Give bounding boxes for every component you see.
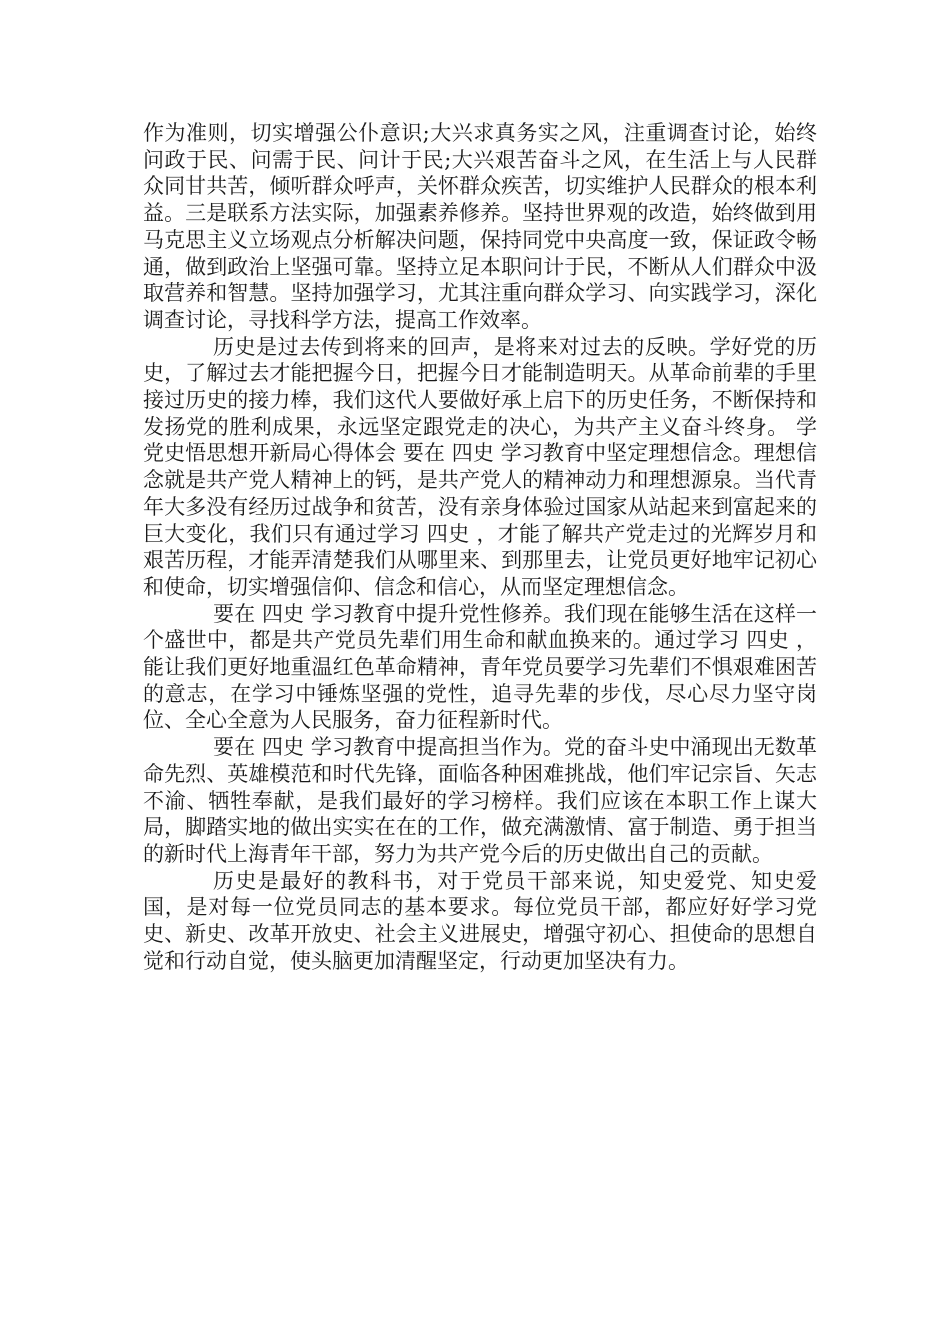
document-page bbox=[143, 120, 817, 975]
paragraph: 历史是最好的教科书，对于党员干部来说，知史爱党、知史爱国，是对每一位党员同志的基本要求。每位党员干部，都应好好学习党史、新史、改革开放史、社会主义进展史，增强守初心、担使命的思想自觉和行动自觉，使头脑更加清醒坚定，行动更加坚决有力。 bbox=[143, 868, 817, 973]
paragraph: 作为准则，切实增强公仆意识;大兴求真务实之风，注重调查讨论，始终问政于民、问需于民、问计于民;大兴艰苦奋斗之风，在生活上与人民群众同甘共苦，倾听群众呼声，关怀群众疾苦，切实维护人民群众的根本利益。三是联系方法实际，加强素养修养。坚持世界观的改造，始终做到用马克思主义立场观点分析解决问题，保持同党中央高度一致，保证政令畅通，做到政治上坚强可靠。坚持立足本职问计于民，不断从人们群众中汲取营养和智慧。坚持加强学习，尤其注重向群众学习、向实践学习，深化调查讨论，寻找科学方法，提高工作效率。 bbox=[143, 121, 817, 332]
paragraph: 要在 四史 学习教育中提升党性修养。我们现在能够生活在这样一个盛世中，都是共产党员先辈们用生命和献血换来的。通过学习 四史 ，能让我们更好地重温红色革命精神，青年党员要学习先辈们不惧艰难困苦的意志，在学习中锤炼坚强的党性，追寻先辈的步伐，尽心尽力坚守岗位、全心全意为人民服务，奋力征程新时代。 bbox=[143, 601, 817, 733]
paragraph: 要在 四史 学习教育中提高担当作为。党的奋斗史中涌现出无数革命先烈、英雄模范和时代先锋，面临各种困难挑战，他们牢记宗旨、矢志不渝、牺牲奉献，是我们最好的学习榜样。我们应该在本职工作上谋大局，脚踏实地的做出实实在在的工作，做充满激情、富于制造、勇于担当的新时代上海青年干部，努力为共产党今后的历史做出自己的贡献。 bbox=[143, 735, 817, 866]
paragraph: 历史是过去传到将来的回声，是将来对过去的反映。学好党的历史，了解过去才能把握今日，把握今日才能制造明天。从革命前辈的手里接过历史的接力棒，我们这代人要做好承上启下的历史任务，不断保持和发扬党的胜利成果，永远坚定跟党走的决心，为共产主义奋斗终身。 学党史悟思想开新局心得体会 要在 四史 学习教育中坚定理想信念。理想信念就是共产党人精神上的钙，是共产党人的精神动力和理想源泉。当代青年大多没有经历过战争和贫苦，没有亲身体验过国家从站起来到富起来的巨大变化，我们只有通过学习 四史 ，才能了解共产党走过的光辉岁月和艰苦历程，才能弄清楚我们从哪里来、到那里去，让党员更好地牢记初心和使命，切实增强信仰、信念和信心，从而坚定理想信念。 bbox=[143, 334, 817, 599]
